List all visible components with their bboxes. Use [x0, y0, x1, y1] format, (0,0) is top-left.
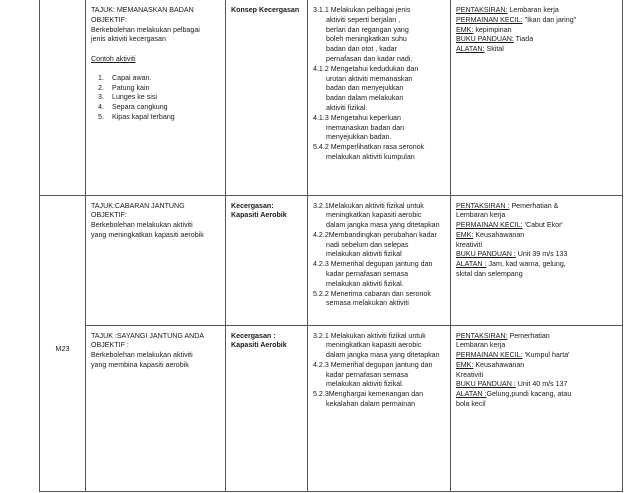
standard-cell	[308, 0, 451, 195]
objektif-label: OBJEKTIF :	[91, 341, 129, 350]
objektif-label: OBJEKTIF:	[91, 15, 127, 24]
penilaian-line: kreativiti	[456, 240, 483, 249]
standard-item-text: melakukan aktiviti fizikal	[326, 250, 402, 259]
konsep-text: Konsep Kecergasan	[231, 6, 300, 14]
standard-item-text: semasa melakukan aktiviti	[326, 299, 409, 308]
emk-line: EMK: kepimpinan	[456, 25, 512, 34]
standard-item-text: nadi sebelum dan selepas	[326, 240, 409, 249]
penilaian-line: Lembaran kerja	[456, 341, 506, 350]
activity-list	[91, 74, 221, 123]
tajuk-cell	[86, 195, 226, 325]
buku-panduan-line: BUKU PANDUAN: Tiada	[456, 35, 534, 44]
pentaksiran-line: PENTAKSIRAN : Pemerhatian &	[456, 201, 559, 210]
standard-item: 3.2.1 Melakukan aktiviti fizikal untuk	[313, 331, 426, 340]
emk-line: EMK: Keusahawanan	[456, 230, 525, 239]
emk-line: EMK: Keusahawanan	[456, 360, 525, 369]
standard-item: 5.2.3Menghargai kemenangan dan	[313, 390, 424, 399]
standard-item: 4.2.2Membandingkan perubahan kadar	[313, 230, 437, 239]
standard-item: 4.2.3 Memerihal degupan jantung dan	[313, 260, 433, 269]
tajuk-title: TAJUK:CABARAN JANTUNG	[91, 201, 185, 210]
standard-item-text: aktiviti fizikal.	[326, 103, 368, 112]
tajuk-title: TAJUK :SAYANGI JANTUNG ANDA	[91, 331, 205, 340]
standard-item-text: meningkatkan kapasiti aerobic	[326, 341, 422, 350]
tajuk-cell	[86, 325, 226, 491]
tajuk-cell	[86, 0, 226, 195]
alatan-line: ALATAN :Gelung,pundi kacang, atau	[456, 390, 572, 399]
pentaksiran-line: PENTAKSIRAN: Pemerhatian	[456, 331, 550, 340]
objektif-text: yang meningkatkan kapasiti aerobik	[91, 230, 204, 239]
buku-panduan-line: BUKU PANDUAN : Unit 40 m/s 137	[456, 380, 568, 389]
week-label: M23	[55, 344, 70, 354]
standard-item-text: badan dan menyejukkan	[326, 84, 404, 93]
standard-item-text: pernafasan dan kadar nadi.	[326, 54, 413, 63]
table-row	[40, 325, 623, 491]
list-item: 1. Capai awan.	[98, 73, 152, 82]
standard-item-text: memanaskan badan dan	[326, 123, 405, 132]
list-item: 5. Kipas kapal terbang	[98, 112, 175, 121]
konsep-cell	[226, 195, 308, 325]
week-cell	[40, 195, 86, 491]
standard-item-text: dalam jangka masa yang ditetapkan	[326, 351, 440, 360]
penilaian-cell	[451, 0, 623, 195]
list-item: 2. Patung kain	[98, 83, 150, 92]
standard-item-text: kekalahan dalam permainan	[326, 400, 416, 409]
tajuk-title: TAJUK: MEMANASKAN BADAN	[91, 6, 194, 14]
objektif-text: yang membina kapasiti aerobik	[91, 360, 189, 369]
konsep-text: Kapasiti Aerobik	[231, 341, 287, 350]
objektif-text: jenis aktiviti kecergasan	[91, 35, 166, 44]
objektif-text: Berkebolehan melakukan aktiviti	[91, 221, 193, 230]
list-item: 3. Lunges ke sisi	[98, 93, 157, 102]
buku-panduan-line: BUKU PANDUAN : Unit 39 m/s 133	[456, 250, 568, 259]
standard-item-text: dalam jangka masa yang ditetapkan	[326, 221, 440, 230]
permainan-line: PERMAINAN KECIL: "Ikan dan jaring"	[456, 15, 577, 24]
standard-item-text: badan dan otot , kadar	[326, 45, 397, 54]
konsep-text: Kecergasan :	[231, 331, 276, 340]
pentaksiran-line: PENTAKSIRAN: Lembaran kerja	[456, 6, 559, 14]
permainan-line: PERMAINAN KECIL: 'Cabut Ekor'	[456, 221, 563, 230]
standard-cell	[308, 195, 451, 325]
standard-item: 5.2.2 Menerima cabaran dan seronok	[313, 289, 431, 298]
penilaian-line: skital dan selempang	[456, 270, 523, 279]
standard-item: 4.1.3 Mengetahui keperluan	[313, 113, 401, 122]
konsep-text: Kecergasan:	[231, 201, 274, 210]
konsep-cell	[226, 0, 308, 195]
table-row	[40, 195, 623, 325]
standard-item-text: boleh meningkatkan suhu	[326, 35, 407, 44]
alatan-line: ALATAN : Jam, kad warna, gelung,	[456, 260, 566, 269]
penilaian-line: bola kecil	[456, 400, 486, 409]
standard-item-text: melakukan aktiviti kumpulan	[326, 152, 415, 161]
konsep-cell	[226, 325, 308, 491]
penilaian-cell	[451, 195, 623, 325]
standard-item-text: melakukan aktiviti fizikal.	[326, 380, 404, 389]
konsep-text: Kapasiti Aerobik	[231, 211, 287, 220]
standard-item: 5.4.2 Memperlihatkan rasa seronok	[313, 143, 425, 152]
penilaian-line: Lembaran kerja	[456, 211, 506, 220]
week-cell	[40, 0, 86, 195]
alatan-line: ALATAN: Skital	[456, 45, 504, 54]
permainan-line: PERMAINAN KECIL: 'Kumpul harta'	[456, 351, 570, 360]
objektif-text: Berkebolehan melakukan aktiviti	[91, 351, 193, 360]
penilaian-line: Kreativiti	[456, 370, 484, 379]
standard-item: 4.2.3 Memerihal degupan jantung dan	[313, 360, 433, 369]
standard-item-text: berlari dan regangan yang	[326, 25, 409, 34]
standard-item: 3.1.1 Melakukan pelbagai jenis	[313, 6, 411, 14]
lesson-plan-table	[39, 0, 623, 492]
list-item: 4. Separa cangkung	[98, 103, 168, 112]
standard-item-text: menyejukkan badan.	[326, 133, 392, 142]
objektif-text: Berkebolehan melakukan pelbagai	[91, 25, 200, 34]
standard-item-text: meningkatkan kapasiti aerobic	[326, 211, 422, 220]
standard-item-text: kadar pernafasan semasa	[326, 370, 409, 379]
penilaian-cell	[451, 325, 623, 491]
standard-item-text: melakukan aktiviti fizikal.	[326, 279, 404, 288]
standard-item-text: urutan aktiviti memanaskan	[326, 74, 413, 83]
contoh-aktiviti-label: Contoh aktiviti	[91, 54, 136, 63]
standard-item: 3.2.1Melakukan aktiviti fizikal untuk	[313, 201, 424, 210]
objektif-label: OBJEKTIF:	[91, 211, 127, 220]
standard-item-text: aktiviti seperti berjalan ,	[326, 15, 401, 24]
table-row	[40, 0, 623, 195]
standard-item: 4.1.2 Mengetahui kedudukan dan	[313, 64, 419, 73]
standard-item-text: badan dalam melakukan	[326, 94, 404, 103]
standard-cell	[308, 325, 451, 491]
standard-item-text: kadar pernafasan semasa	[326, 270, 409, 279]
